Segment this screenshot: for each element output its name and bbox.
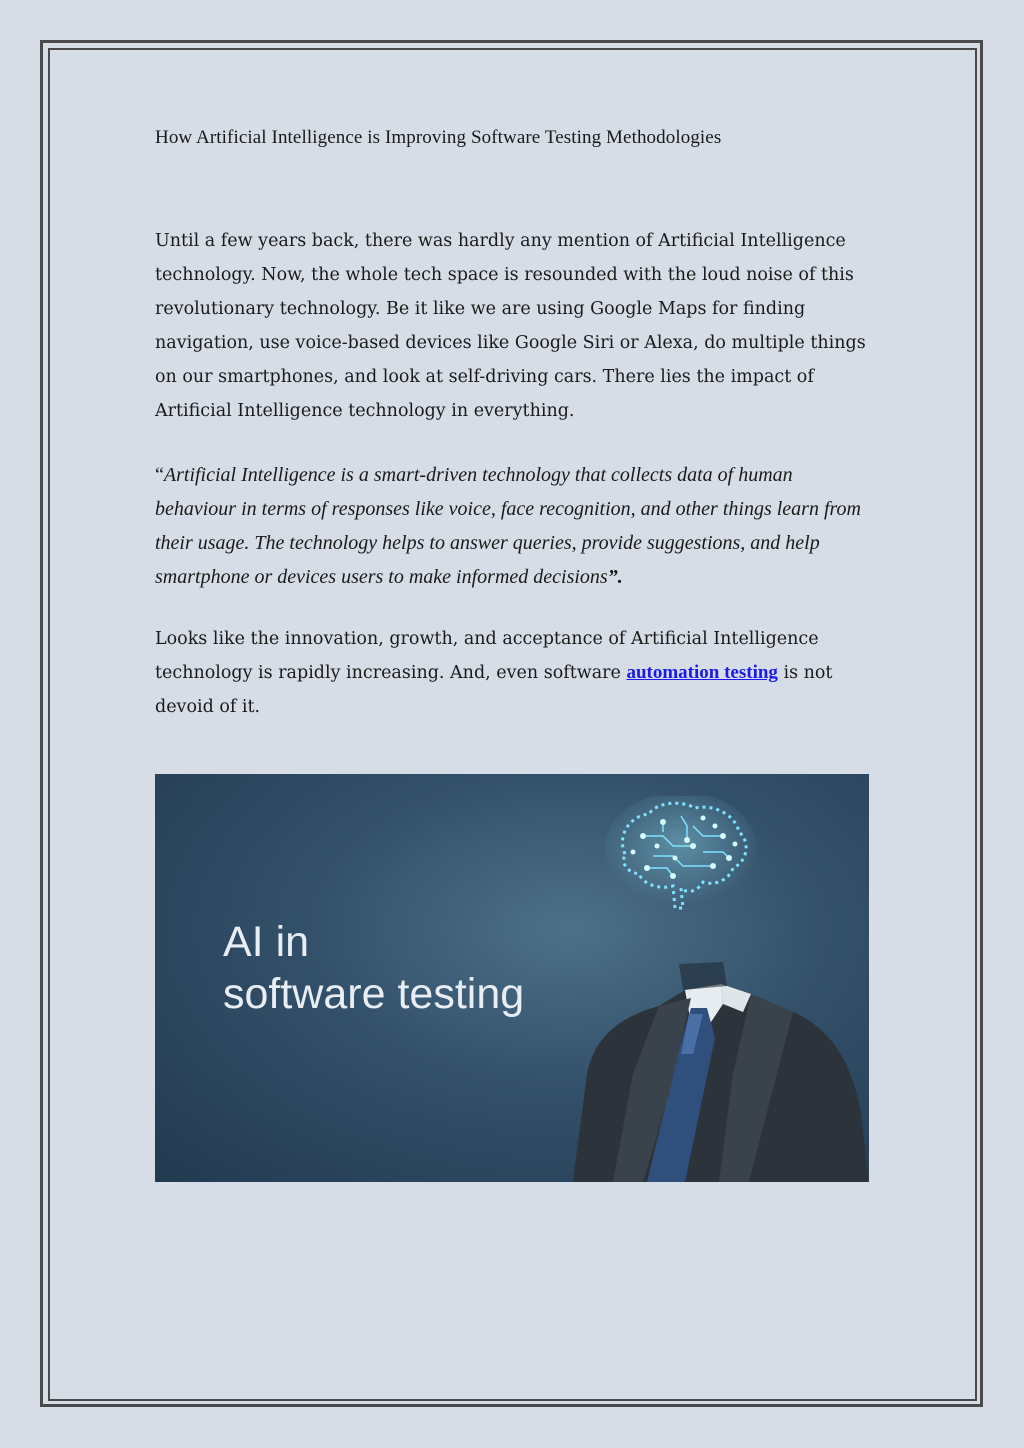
quote-text: Artificial Intelligence is a smart-driven technology that collects data of human behaviour in terms of responses like voice, face recognition, and other things learn from their usage. The technology helps to answer queries, provide suggestions, and help smartphone or devices users to make informed decisions [155, 464, 861, 588]
hero-caption-line2: software testing [223, 970, 525, 1018]
hero-image [155, 774, 869, 1182]
body-text-after-link: is not devoid of it. [155, 663, 833, 717]
document-content [155, 118, 871, 724]
quote-open-mark: “ [155, 464, 164, 486]
intro-paragraph: Until a few years back, there was hardly any mention of Artificial Intelligence technology. Now, the whole tech space is resounded with the loud noise of this revolutionary technology. Be it like we are using Google Maps for finding navigation, use voice-based devices like Google Siri or Alexa, do multiple things on our smartphones, and look at self-driving cars. There lies the impact of Artificial Intelligence technology in everything. [155, 231, 866, 421]
hero-caption [223, 916, 524, 1020]
body-paragraph [155, 622, 871, 724]
suited-figure-icon [573, 954, 869, 1182]
hero-caption-line1: AI in [223, 918, 310, 966]
body-text-before-link: Looks like the innovation, growth, and acceptance of Artificial Intelligence technology is rapidly increasing. And, even software [155, 629, 819, 683]
brain-circuit-icon [603, 796, 759, 914]
quote-close-mark: ”. [607, 566, 623, 588]
automation-testing-link[interactable]: automation testing [626, 662, 778, 683]
page-title: How Artificial Intelligence is Improving Software Testing Methodologies [155, 127, 722, 148]
quote-paragraph [155, 458, 871, 594]
